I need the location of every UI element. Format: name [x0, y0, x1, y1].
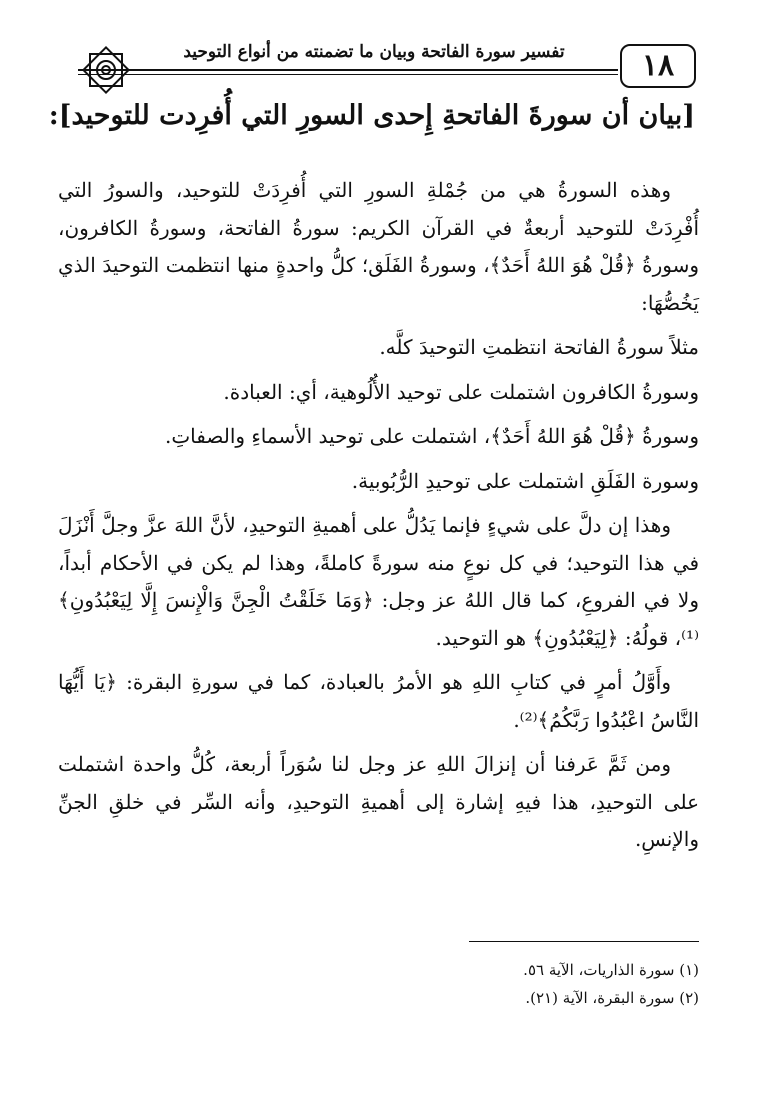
- paragraph-ikhlas: وسورةُ ﴿قُلْ هُوَ اللهُ أَحَدٌ﴾، اشتملت على توحيد الأسماءِ والصفاتِ.: [164, 424, 699, 448]
- footnote-separator: [469, 941, 699, 942]
- paragraph-fatiha: مثلاً سورةُ الفاتحة انتظمتِ التوحيدَ كلَّه.: [379, 335, 699, 359]
- section-heading: [بيان أن سورةَ الفاتحةِ إِحدى السورِ التي أُفرِدت للتوحيد]:: [48, 100, 695, 131]
- footnote-1: (١) سورة الذاريات، الآية ٥٦.: [523, 961, 699, 979]
- paragraph-first-command: وأَوَّلُ أمرٍ في كتابِ اللهِ هو الأمرُ بالعبادة، كما في سورةِ البقرة: ﴿يَا أَيُّهَا النَّاسُ اعْبُدُوا رَبَّكُمُ﴾⁽²⁾.: [58, 670, 699, 732]
- star-ornament-icon: [78, 42, 134, 98]
- body-text: [58, 172, 699, 866]
- header-rule: [78, 69, 618, 71]
- paragraph-falaq: وسورة الفَلَقِ اشتملت على توحيدِ الرُّبُوبية.: [351, 468, 699, 493]
- page-number-box: ١٨: [620, 44, 696, 88]
- paragraph-kafirun: وسورةُ الكافرون اشتملت على توحيد الأُلُوهية، أي: العبادة.: [223, 379, 699, 404]
- paragraph-conclusion: ومن ثَمَّ عَرفنا أن إنزالَ اللهِ عز وجل لنا سُوَراً أربعة، كُلُّ واحدة اشتملت على التوحيدِ، هذا فيهِ إشارة إلى أهميةِ التوحيدِ، وأنه السِّر في خلقِ الجنِّ والإنسِ.: [58, 752, 699, 851]
- footnote-2: (٢) سورة البقرة، الآية (٢١).: [525, 989, 699, 1007]
- footnotes: [58, 956, 699, 1012]
- header-rule-thin: [78, 74, 618, 75]
- paragraph-intro: وهذه السورةُ هي من جُمْلةِ السورِ التي أُفرِدَتْ للتوحيد، والسورُ التي أُفْرِدَتْ للتوحيد أربعةٌ في القرآن الكريم: سورةُ الفاتحة، وسورةُ الكافرون، وسورةُ ﴿قُلْ هُوَ اللهُ أَحَدٌ﴾، وسورةُ الفَلَق؛ كلُّ واحدةٍ منها انتظمت التوحيدَ الذي يَخُصُّهَا:: [58, 178, 699, 315]
- running-header: [78, 40, 696, 90]
- running-header-title: تفسير سورة الفاتحة وبيان ما تضمنته من أنواع التوحيد: [183, 42, 565, 62]
- paragraph-importance: وهذا إن دلَّ على شيءٍ فإنما يَدُلُّ على أهميةِ التوحيدِ، لأنَّ اللهَ عزَّ وجلَّ أَنْزَلَ في هذا التوحيد؛ في كل نوعٍ منه سورةً كاملةً، وهذا لم يكن في الأحكام أبداً، ولا في الفروعِ، كما قال اللهُ عز وجل: ﴿وَمَا خَلَقْتُ الْجِنَّ وَالْإِنسَ إِلَّا لِيَعْبُدُونِ﴾⁽¹⁾، قولُهُ: ﴿لِيَعْبُدُونِ﴾ هو التوحيد.: [58, 513, 699, 650]
